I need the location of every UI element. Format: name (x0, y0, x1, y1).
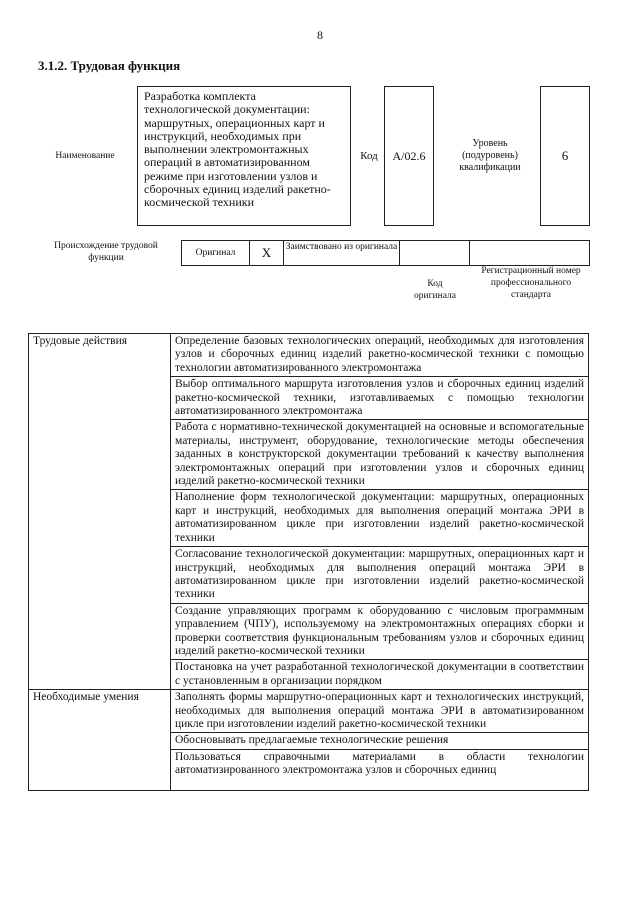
table-row (29, 690, 589, 733)
code-value: A/02.6 (392, 148, 426, 163)
name-label: Наименование (55, 151, 115, 161)
origin-label: Происхождение трудовой функции (54, 241, 158, 263)
level-box (540, 86, 590, 226)
function-details-table (28, 333, 589, 791)
table-row (29, 334, 589, 377)
original-mark: X (261, 245, 272, 260)
section-heading: Необходимые умения (29, 690, 171, 791)
level-label: Уровень (подуровень) квалификации (459, 138, 521, 173)
required-skill: Обосновывать предлагаемые технологические решения (171, 733, 589, 749)
required-skill: Заполнять формы маршрутно-операционных карт и технологических инструкций, необходимых для выполнения операций монтажа ЭРИ в автоматизированном цикле при изготовлении изделий ракетно-космической техники (171, 690, 589, 733)
labor-action: Согласование технологической документации: маршрутных, операционных карт и инструкций, необходимых для выполнения операций монтажа ЭРИ в автоматизированном цикле при изготовлении изделий ракетно-космической техники (171, 547, 589, 604)
labor-action: Наполнение форм технологической документации: маршрутных, операционных карт и инструкций, необходимых для выполнения операций монтажа ЭРИ в автоматизированном цикле при изготовлении изделий ракетно-космической техники (171, 490, 589, 547)
labor-action: Выбор оптимального маршрута изготовления узлов и сборочных единиц изделий ракетно-космической техники, изготавливаемых с помощью технологии автоматизированного электромонтажа (171, 377, 589, 420)
function-name-box (137, 86, 351, 226)
code-original-label: Код оригинала (414, 279, 456, 301)
original-cell (182, 241, 250, 265)
code-box (384, 86, 434, 226)
section-title: 3.1.2. Трудовая функция (38, 58, 181, 73)
borrowed-label: Заимствовано из оригинала (285, 242, 398, 252)
labor-action: Создание управляющих программ к оборудованию с числовым программным управлением (ЧПУ), используемому на электромонтажных операциях сборки и проверки соответствия функциональным требованиям узлов и сборочных единиц изделий ракетно-космической техники (171, 603, 589, 660)
level-value: 6 (561, 148, 569, 163)
required-skill-cell (171, 749, 589, 790)
reg-number-label: Регистрационный номер профессионального стандарта (481, 266, 581, 300)
code-original-cell (400, 241, 470, 265)
origin-table (181, 240, 590, 266)
original-label: Оригинал (195, 248, 236, 258)
reg-number-cell (470, 241, 589, 265)
function-name: Разработка комплекта технологической документации: маршрутных, операционных карт и инструкций, необходимых при выполнении электромонтажных операций в автоматизированном режиме при изготовлении узлов и сборочных единиц изделий ракетно-космической техники (144, 89, 331, 210)
labor-action: Определение базовых технологических операций, необходимых для изготовления узлов и сборочных единиц изделий ракетно-космической техники с помощью технологии автоматизированного электромонтажа (171, 334, 589, 377)
labor-action: Работа с нормативно-технической документацией на основные и вспомогательные материалы, инструмент, оборудование, технологические методы обеспечения заданных в конструкторской документации требований к качеству выполнения электромонтажных операций при изготовлении узлов и сборочных единиц изделий ракетно-космической техники (171, 420, 589, 490)
code-label: Код (360, 150, 378, 162)
required-skill: Пользоваться справочными материалами в области технологии автоматизированного электромонтажа узлов и сборочных единиц (175, 750, 584, 777)
borrowed-cell (284, 241, 400, 265)
page-number: 8 (317, 28, 323, 42)
labor-action: Постановка на учет разработанной технологической документации в соответствии с установленным в организации порядком (171, 660, 589, 690)
section-heading: Трудовые действия (29, 334, 171, 690)
original-mark-cell (250, 241, 284, 265)
